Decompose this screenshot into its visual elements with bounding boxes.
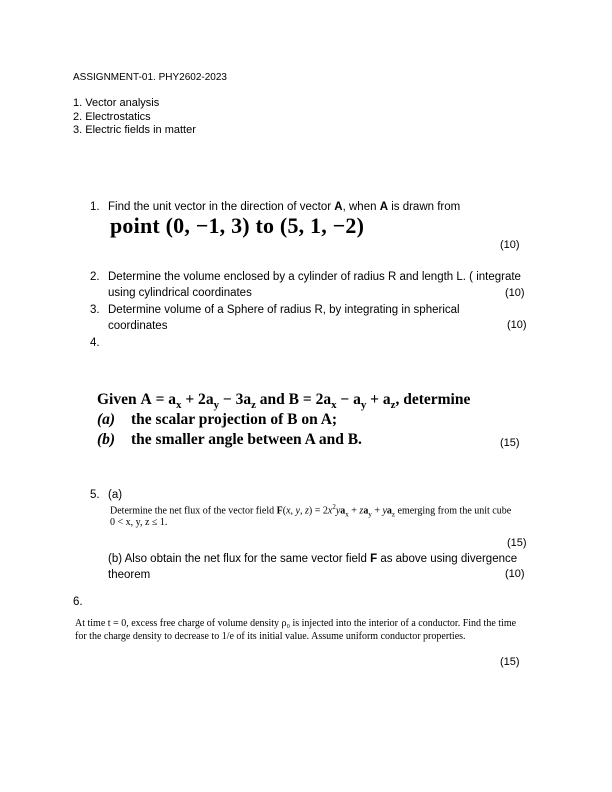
question-3-marks: (10): [507, 319, 527, 331]
question-5: 5. (a): [90, 489, 123, 501]
question-4-given: Given $A = a_x + 2a_y - 3a_z$ and $B = 2a_x - a_y + a_z$, determine: [97, 391, 471, 412]
question-2-marks: (10): [505, 287, 525, 299]
question-number: 3.: [90, 304, 100, 316]
topic-item: 3. Electric fields in matter: [73, 124, 196, 136]
question-number: 1.: [90, 201, 100, 213]
question-5-marks-b: (10): [505, 568, 525, 580]
question-6-number: 6.: [73, 596, 83, 608]
question-3: 3. Determine volume of a Sphere of radius R, by integrating in spherical coordinates: [90, 304, 460, 332]
topic-item: 1. Vector analysis: [73, 97, 160, 109]
question-5-range: 0 < x, y, z ≤ 1.: [110, 517, 168, 528]
question-5-part-a: Determine the net flux of the vector field F(x, y, $z) = 2x^2ya_x + za_y + ya_z$ emerging from the unit cube: [110, 503, 512, 519]
question-number: 2.: [90, 271, 100, 283]
question-1-formula: point (0, −1, 3) to (5, 1, −2): [110, 213, 365, 238]
question-1-marks: (10): [500, 239, 520, 251]
topic-item: 2. Electrostatics: [73, 110, 151, 123]
question-6-marks: (15): [500, 656, 520, 668]
question-4-marks: (15): [500, 437, 520, 449]
question-5-marks-a: (15): [507, 537, 527, 549]
question-6: At time t = 0, excess free charge of volume density ρ₀ is injected into the interior of a conductor. Find the time for the charge density to decrease to 1/e of its initial value. Assume uniform conductor properties.: [75, 618, 517, 642]
question-4-part-a: (a) the scalar projection of B on A;: [97, 411, 338, 428]
question-4-number: 4.: [90, 337, 100, 349]
question-number: 5.: [90, 489, 100, 501]
question-5-part-b: (b) Also obtain the net flux for the same vector field F as above using divergence theorem: [108, 553, 518, 581]
question-1: 1. Find the unit vector in the direction of vector A, when A is drawn from: [90, 201, 461, 213]
assignment-title: ASSIGNMENT-01. PHY2602-2023: [73, 72, 227, 83]
question-4-part-b: (b) the smaller angle between A and B.: [97, 431, 362, 448]
topics-list: [73, 97, 196, 138]
question-2: 2. Determine the volume enclosed by a cylinder of radius R and length L. ( integrate using cylindrical coordinates: [90, 271, 521, 299]
